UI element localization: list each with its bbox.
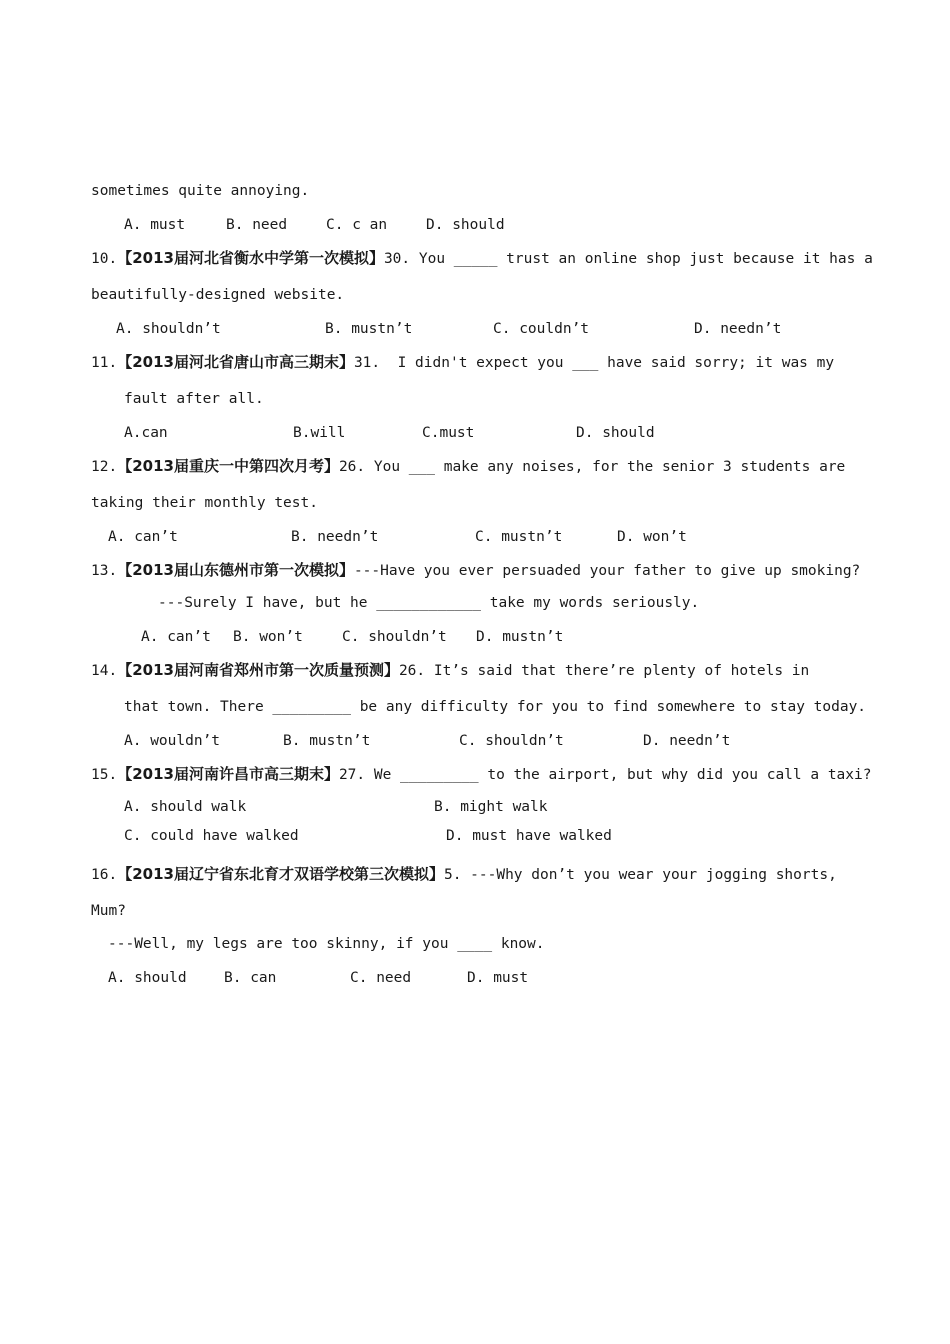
q16-dialog-line: ---Well, my legs are too skinny, if you ____ know. xyxy=(108,936,545,952)
q13-text-cont: ---Surely I have, but he ____________ take my words seriously. xyxy=(158,595,700,611)
q10-stem xyxy=(91,249,873,268)
q13-source: 【2013届山东德州市第一次模拟】 xyxy=(117,561,354,579)
q16-option-d: D. must xyxy=(467,970,529,986)
q15-option-c: C. could have walked xyxy=(124,828,299,844)
q11-option-c: C.must xyxy=(422,425,475,441)
q13-number: 13. xyxy=(91,563,118,579)
q12-option-a: A. can’t xyxy=(108,529,178,545)
q16-option-c: C. need xyxy=(350,970,412,986)
q16-source: 【2013届辽宁省东北育才双语学校第三次模拟】 xyxy=(117,865,444,883)
q10-text: 30. You _____ trust an online shop just because it has a xyxy=(383,251,873,267)
q13-option-d: D. mustn’t xyxy=(476,629,564,645)
q10-number: 10. xyxy=(91,251,118,267)
q15-number: 15. xyxy=(91,767,118,783)
q10-option-a: A. shouldn’t xyxy=(116,321,221,337)
q11-option-d: D. should xyxy=(576,425,655,441)
q10-option-b: B. mustn’t xyxy=(325,321,413,337)
q15-stem xyxy=(91,765,871,784)
q11-text-cont: fault after all. xyxy=(124,391,264,407)
q12-option-b: B. needn’t xyxy=(291,529,379,545)
q16-option-a: A. should xyxy=(108,970,187,986)
q9-option-d: D. should xyxy=(426,217,505,233)
q13-option-a: A. can’t xyxy=(141,629,211,645)
q14-option-a: A. wouldn’t xyxy=(124,733,221,749)
q16-text: 5. ---Why don’t you wear your jogging shorts, xyxy=(443,867,837,883)
q15-option-b: B. might walk xyxy=(434,799,548,815)
q12-stem xyxy=(91,457,845,476)
q11-option-b: B.will xyxy=(293,425,346,441)
q14-option-d: D. needn’t xyxy=(643,733,731,749)
q13-stem xyxy=(91,561,860,580)
q16-text-cont: Mum? xyxy=(91,903,126,919)
q16-stem xyxy=(91,865,837,884)
q11-option-a: A.can xyxy=(124,425,168,441)
q10-option-c: C. couldn’t xyxy=(493,321,590,337)
q16-number: 16. xyxy=(91,867,118,883)
q12-number: 12. xyxy=(91,459,118,475)
q14-option-c: C. shouldn’t xyxy=(459,733,564,749)
q9-option-c: C. c an xyxy=(326,217,388,233)
q12-option-c: C. mustn’t xyxy=(475,529,563,545)
q15-option-d: D. must have walked xyxy=(446,828,612,844)
q12-text: 26. You ___ make any noises, for the senior 3 students are xyxy=(338,459,846,475)
q13-option-b: B. won’t xyxy=(233,629,303,645)
q12-source: 【2013届重庆一中第四次月考】 xyxy=(117,457,339,475)
q15-option-a: A. should walk xyxy=(124,799,247,815)
q12-option-d: D. won’t xyxy=(617,529,687,545)
q14-text: 26. It’s said that there’re plenty of hotels in xyxy=(398,663,810,679)
q11-stem xyxy=(91,353,834,372)
q9-continuation: sometimes quite annoying. xyxy=(91,183,310,199)
q10-text-cont: beautifully-designed website. xyxy=(91,287,345,303)
q13-option-c: C. shouldn’t xyxy=(342,629,447,645)
q13-text: ---Have you ever persuaded your father to give up smoking? xyxy=(353,563,861,579)
q15-text: 27. We _________ to the airport, but why did you call a taxi? xyxy=(338,767,872,783)
q14-number: 14. xyxy=(91,663,118,679)
q14-stem xyxy=(91,661,809,680)
q11-source: 【2013届河北省唐山市高三期末】 xyxy=(117,353,354,371)
q11-number: 11. xyxy=(91,355,118,371)
q15-source: 【2013届河南许昌市高三期末】 xyxy=(117,765,339,783)
q14-text-cont: that town. There _________ be any difficulty for you to find somewhere to stay today. xyxy=(124,699,867,715)
q12-text-cont: taking their monthly test. xyxy=(91,495,318,511)
q10-source: 【2013届河北省衡水中学第一次模拟】 xyxy=(117,249,384,267)
q11-text: 31. I didn't expect you ___ have said sorry; it was my xyxy=(353,355,835,371)
q14-option-b: B. mustn’t xyxy=(283,733,371,749)
q16-option-b: B. can xyxy=(224,970,277,986)
q10-option-d: D. needn’t xyxy=(694,321,782,337)
q14-source: 【2013届河南省郑州市第一次质量预测】 xyxy=(117,661,399,679)
q9-option-a: A. must xyxy=(124,217,186,233)
q9-option-b: B. need xyxy=(226,217,288,233)
